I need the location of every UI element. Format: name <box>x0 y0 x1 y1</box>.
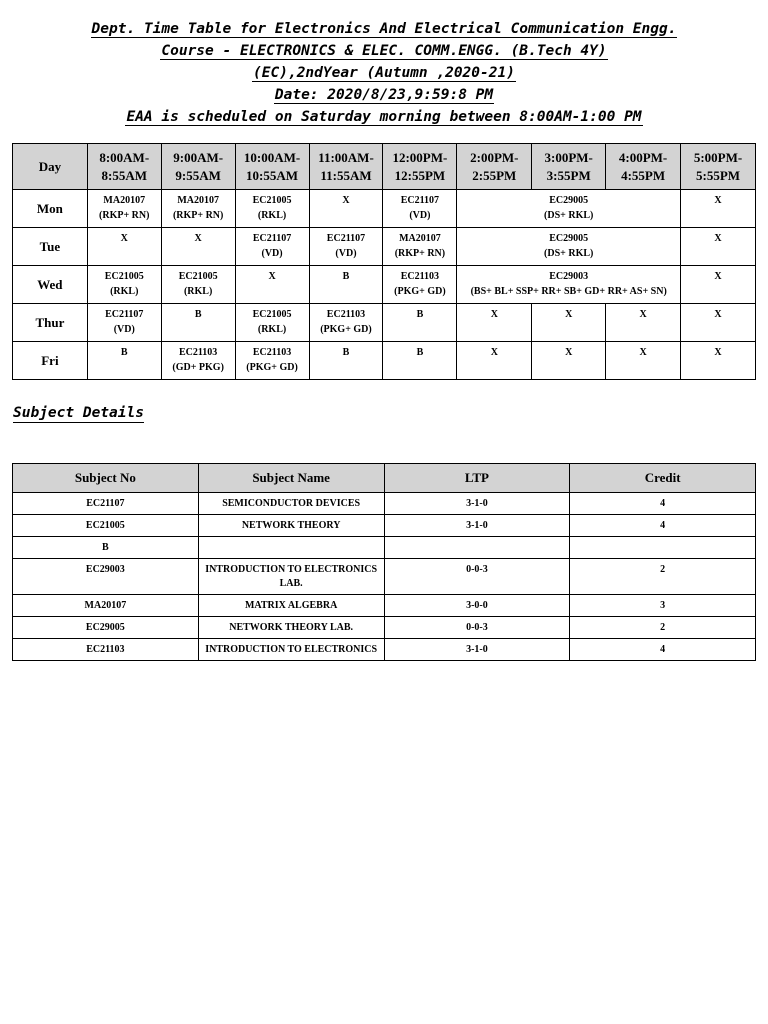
title-line-1-text: Dept. Time Table for Electronics And Electrical Communication Engg. <box>91 21 677 37</box>
slot-start: 2:00PM- <box>470 149 519 165</box>
class-cell <box>681 342 756 380</box>
instructors: (VD) <box>261 248 283 259</box>
instructors: (GD+ PKG) <box>172 362 224 373</box>
day-label: Tue <box>13 228 88 266</box>
subject-row <box>13 559 756 595</box>
subject-name <box>198 537 384 559</box>
day-label: Wed <box>13 266 88 304</box>
course-code: EC21005 <box>178 271 218 282</box>
subject-name: INTRODUCTION TO ELECTRONICS LAB. <box>198 559 384 595</box>
slot-end: 5:55PM <box>695 167 741 183</box>
subject-header-row <box>13 464 756 493</box>
subject-name: MATRIX ALGEBRA <box>198 595 384 617</box>
class-cell <box>457 190 681 228</box>
course-code: EC29005 <box>549 233 589 244</box>
instructors: (VD) <box>409 210 431 221</box>
course-code: EC21107 <box>326 233 366 244</box>
course-code: X <box>194 233 202 244</box>
class-cell <box>161 190 235 228</box>
class-cell <box>309 266 383 304</box>
instructors: (DS+ RKL) <box>544 248 594 259</box>
course-code: B <box>194 309 202 320</box>
subject-credit: 3 <box>570 595 756 617</box>
class-cell <box>87 228 161 266</box>
subject-credit: 4 <box>570 639 756 661</box>
subject-row <box>13 493 756 515</box>
instructors: (DS+ RKL) <box>544 210 594 221</box>
class-cell <box>161 304 235 342</box>
slot-start: 9:00AM- <box>173 149 224 165</box>
instructors: (RKP+ RN) <box>394 248 446 259</box>
course-code: B <box>120 347 128 358</box>
header-slot <box>235 144 309 190</box>
class-cell <box>681 190 756 228</box>
instructors: (PKG+ GD) <box>394 286 446 297</box>
header-slot <box>532 144 606 190</box>
course-code: X <box>639 347 647 358</box>
course-code: X <box>565 347 573 358</box>
slot-end: 12:55PM <box>394 167 446 183</box>
class-cell <box>235 342 309 380</box>
course-code: EC21107 <box>252 233 292 244</box>
timetable-header-row <box>13 144 756 190</box>
class-cell <box>235 266 309 304</box>
class-cell <box>457 228 681 266</box>
instructors: (RKL) <box>110 286 139 297</box>
instructors: (RKL) <box>257 210 287 221</box>
subject-credit: 2 <box>570 617 756 639</box>
subject-ltp: 3-1-0 <box>384 639 570 661</box>
class-cell <box>309 342 383 380</box>
title-line-4-text: Date: 2020/8/23,9:59:8 PM <box>274 87 494 103</box>
course-code: EC21005 <box>104 271 144 282</box>
title-line-3 <box>0 63 768 83</box>
subject-no: EC21107 <box>13 493 199 515</box>
course-code: EC21107 <box>105 309 144 320</box>
timetable <box>12 143 756 380</box>
course-code: X <box>714 195 722 206</box>
instructors: (BS+ BL+ SSP+ RR+ SB+ GD+ RR+ AS+ SN) <box>470 286 667 297</box>
subject-ltp: 0-0-3 <box>384 559 570 595</box>
course-code: EC21005 <box>252 195 292 206</box>
title-line-2-text: Course - ELECTRONICS & ELEC. COMM.ENGG. (B.Tech 4Y) <box>161 43 607 59</box>
subject-ltp <box>384 537 570 559</box>
subject-no: EC29003 <box>13 559 199 595</box>
course-code: X <box>714 271 722 282</box>
course-code: X <box>639 309 647 320</box>
class-cell <box>383 190 457 228</box>
class-cell <box>457 266 681 304</box>
class-cell <box>309 190 383 228</box>
class-cell <box>457 304 532 342</box>
timetable-row-fri <box>13 342 756 380</box>
slot-end: 3:55PM <box>546 167 591 183</box>
title-line-4 <box>0 85 768 105</box>
class-cell <box>383 228 457 266</box>
subject-no: EC21005 <box>13 515 199 537</box>
subject-ltp: 3-1-0 <box>384 515 570 537</box>
course-code: MA20107 <box>103 195 146 206</box>
course-code: EC21103 <box>252 347 292 358</box>
subject-name: NETWORK THEORY <box>198 515 384 537</box>
course-code: X <box>714 309 722 320</box>
course-code: B <box>342 347 350 358</box>
class-cell <box>383 266 457 304</box>
header-day: Day <box>13 144 88 190</box>
subject-name: SEMICONDUCTOR DEVICES <box>198 493 384 515</box>
instructors: (PKG+ GD) <box>320 324 372 335</box>
course-code: B <box>416 309 424 320</box>
slot-end: 10:55AM <box>246 167 299 183</box>
instructors: (RKL) <box>257 324 287 335</box>
class-cell <box>235 228 309 266</box>
class-cell <box>606 342 681 380</box>
instructors: (VD) <box>335 248 357 259</box>
subject-details-heading: Subject Details <box>13 405 144 421</box>
subject-row <box>13 639 756 661</box>
subject-no: EC29005 <box>13 617 199 639</box>
course-code: X <box>714 233 722 244</box>
class-cell <box>161 266 235 304</box>
course-code: X <box>714 347 722 358</box>
slot-start: 11:00AM- <box>318 149 374 165</box>
course-code: B <box>342 271 350 282</box>
slot-start: 3:00PM- <box>544 149 593 165</box>
course-code: EC21005 <box>252 309 292 320</box>
class-cell <box>161 228 235 266</box>
class-cell <box>383 342 457 380</box>
subject-row <box>13 595 756 617</box>
subject-name: INTRODUCTION TO ELECTRONICS <box>198 639 384 661</box>
header-slot <box>383 144 457 190</box>
subject-ltp: 0-0-3 <box>384 617 570 639</box>
day-label: Mon <box>13 190 88 228</box>
subject-row <box>13 537 756 559</box>
header-slot <box>606 144 681 190</box>
course-code: X <box>120 233 128 244</box>
header-slot <box>309 144 383 190</box>
slot-end: 8:55AM <box>101 167 147 183</box>
subject-row <box>13 515 756 537</box>
class-cell <box>309 228 383 266</box>
course-code: MA20107 <box>177 195 219 206</box>
class-cell <box>309 304 383 342</box>
subject-no: MA20107 <box>13 595 199 617</box>
course-code: EC21107 <box>400 195 440 206</box>
title-line-5 <box>0 107 768 127</box>
class-cell <box>532 342 606 380</box>
subject-no: B <box>13 537 199 559</box>
class-cell <box>532 304 606 342</box>
class-cell <box>161 342 235 380</box>
class-cell <box>681 228 756 266</box>
class-cell <box>235 304 309 342</box>
class-cell <box>87 304 161 342</box>
instructors: (VD) <box>113 324 135 335</box>
header-ltp: LTP <box>384 464 570 493</box>
instructors: (RKP+ RN) <box>99 210 150 221</box>
subject-no: EC21103 <box>13 639 199 661</box>
slot-start: 10:00AM- <box>243 149 301 165</box>
class-cell <box>87 266 161 304</box>
subject-credit <box>570 537 756 559</box>
class-cell <box>606 304 681 342</box>
subject-details-table <box>12 463 756 661</box>
header-slot <box>87 144 161 190</box>
class-cell <box>681 266 756 304</box>
timetable-row-thur <box>13 304 756 342</box>
class-cell <box>87 190 161 228</box>
class-cell <box>87 342 161 380</box>
class-cell <box>235 190 309 228</box>
title-line-3-text: (EC),2ndYear (Autumn ,2020-21) <box>253 65 515 81</box>
timetable-row-wed <box>13 266 756 304</box>
course-code: EC29005 <box>549 195 589 206</box>
course-code: X <box>342 195 350 206</box>
day-label: Thur <box>13 304 88 342</box>
course-code: MA20107 <box>399 233 441 244</box>
subject-row <box>13 617 756 639</box>
subject-ltp: 3-1-0 <box>384 493 570 515</box>
subject-credit: 4 <box>570 515 756 537</box>
course-code: EC21103 <box>400 271 440 282</box>
slot-start: 12:00PM- <box>392 149 448 165</box>
subject-ltp: 3-0-0 <box>384 595 570 617</box>
class-cell <box>383 304 457 342</box>
course-code: X <box>490 347 498 358</box>
instructors: (PKG+ GD) <box>246 362 298 373</box>
header-slot <box>161 144 235 190</box>
slot-end: 4:55PM <box>621 167 666 183</box>
timetable-row-mon <box>13 190 756 228</box>
header-slot <box>681 144 756 190</box>
course-code: X <box>490 309 498 320</box>
slot-end: 2:55PM <box>472 167 517 183</box>
slot-start: 4:00PM- <box>618 149 668 165</box>
course-code: EC21103 <box>178 347 218 358</box>
slot-end: 11:55AM <box>320 167 372 183</box>
header-slot <box>457 144 532 190</box>
title-line-2 <box>0 41 768 61</box>
subject-credit: 4 <box>570 493 756 515</box>
subject-name: NETWORK THEORY LAB. <box>198 617 384 639</box>
day-label: Fri <box>13 342 88 380</box>
course-code: X <box>565 309 573 320</box>
slot-end: 9:55AM <box>175 167 221 183</box>
header-credit: Credit <box>570 464 756 493</box>
course-code: EC29003 <box>549 271 589 282</box>
slot-start: 8:00AM- <box>99 149 150 165</box>
title-line-1 <box>0 19 768 39</box>
course-code: EC21103 <box>326 309 366 320</box>
header-subject-no: Subject No <box>13 464 199 493</box>
class-cell <box>457 342 532 380</box>
slot-start: 5:00PM- <box>693 149 743 165</box>
title-line-5-text: EAA is scheduled on Saturday morning between 8:00AM-1:00 PM <box>126 109 642 125</box>
subject-credit: 2 <box>570 559 756 595</box>
course-code: B <box>416 347 424 358</box>
course-code: X <box>268 271 276 282</box>
instructors: (RKP+ RN) <box>172 210 224 221</box>
timetable-row-tue <box>13 228 756 266</box>
class-cell <box>681 304 756 342</box>
header-subject-name: Subject Name <box>198 464 384 493</box>
instructors: (RKL) <box>183 286 213 297</box>
